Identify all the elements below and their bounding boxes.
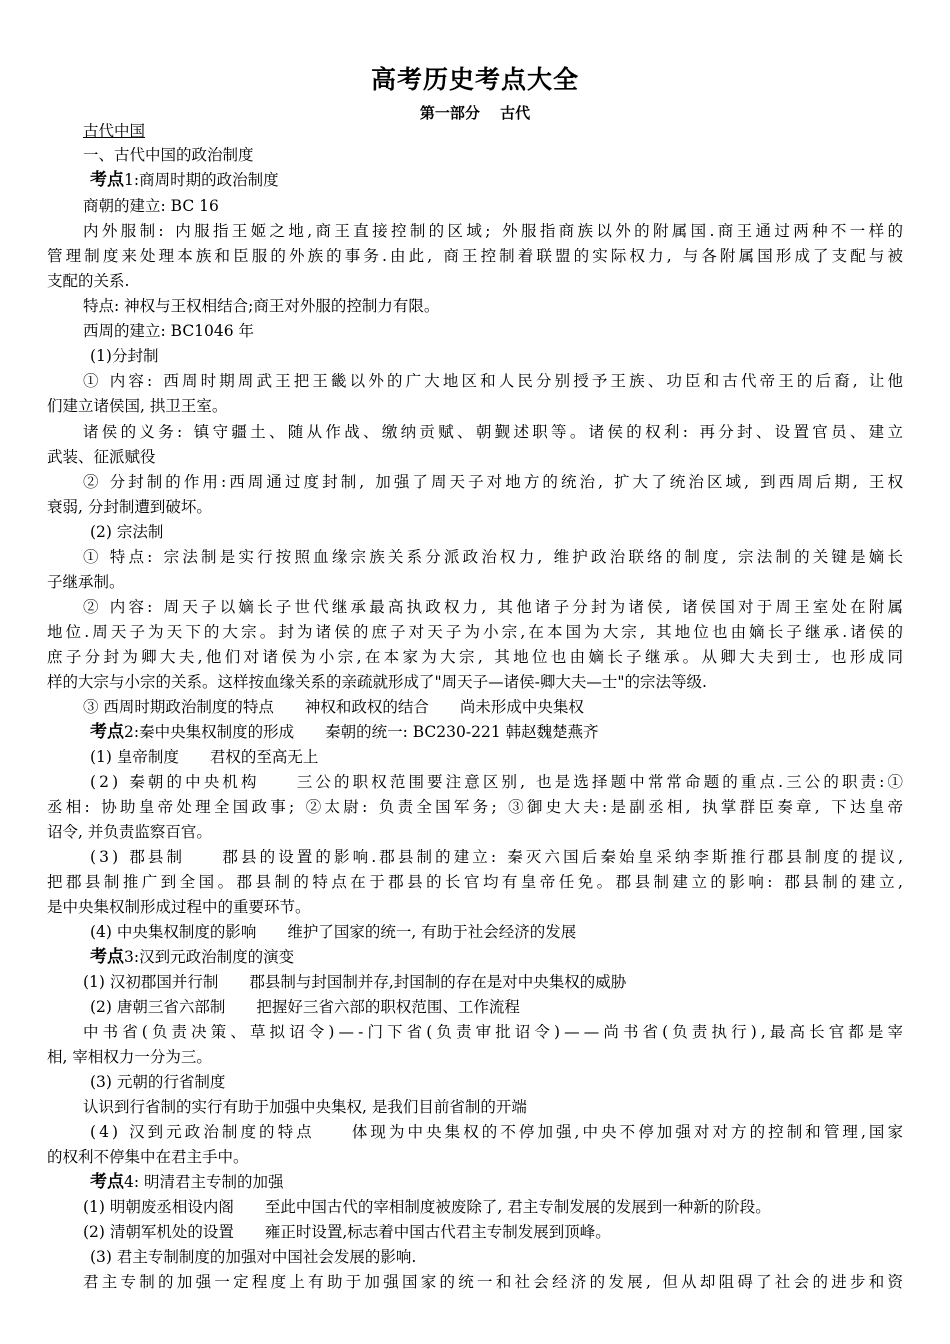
text-line: [90, 995, 520, 1019]
text-line: [83, 1195, 771, 1219]
text-line-content: 样的大宗与小宗的关系。这样按血缘关系的亲疏就形成了"周天子—诸侯-卿大夫—士"的宗法等级.: [47, 673, 707, 691]
text-line-content: ③ 西周时期政治制度的特点 神权和政权的结合 尚未形成中央集权: [83, 698, 584, 716]
page-subtitle: 第一部分 古代: [419, 104, 531, 122]
text-line: [47, 1045, 212, 1069]
text-line: [47, 870, 906, 894]
exam-point-label: 考点: [90, 170, 124, 190]
text-line-content: 丞相: 协助皇帝处理全国政事; ②太尉: 负责全国军务; ③御史大夫:是副丞相, 执掌群臣奏章, 下达皇帝: [47, 798, 907, 816]
text-line-content: 的权利不停集中在君主手中。: [47, 1148, 249, 1166]
text-line-content: 认识到行省制的实行有助于加强中央集权, 是我们目前省制的开端: [83, 1098, 527, 1116]
text-line-content: 2:秦中央集权制度的形成 秦朝的统一: BC230-221 韩赵魏楚燕齐: [124, 723, 599, 741]
text-line: [83, 1270, 906, 1294]
text-line-content: (2) 宗法制: [90, 523, 164, 541]
text-line-content: 地位.周天子为天下的大宗。封为诸侯的庶子对天子为小宗,在本国为大宗, 其地位也由嫡长子继承.诸侯的: [47, 623, 907, 641]
text-line: [90, 920, 576, 944]
text-line: [90, 344, 158, 368]
exam-point-label: 考点: [90, 947, 124, 967]
text-line-content: 把郡县制推广到全国。郡县制的特点在于郡县的长官均有皇帝任免。郡县制建立的影响: 郡县制的建立,: [47, 873, 907, 891]
text-line-content: 一、古代中国的政治制度: [83, 146, 254, 164]
text-line: [90, 1245, 416, 1269]
text-line: [83, 420, 906, 444]
text-line-content: (3) 元朝的行省制度: [90, 1073, 226, 1091]
text-line-content: (1) 明朝废丞相设内阁 至此中国古代的宰相制度被废除了, 君主专制发展的发展到一种新的阶段。: [83, 1198, 771, 1216]
text-line-content: 支配的关系.: [47, 272, 130, 290]
text-line-content: (1) 汉初郡国并行制 郡县制与封国制并存,封国制的存在是对中央集权的威胁: [83, 973, 627, 991]
text-line-content: (2) 唐朝三省六部制 把握好三省六部的职权范围、工作流程: [90, 998, 520, 1016]
text-line-content: 诸侯的义务: 镇守疆土、随从作战、缴纳贡赋、朝觐述职等。诸侯的权利: 再分封、设置官员、建立: [83, 423, 907, 441]
text-line: [90, 1170, 284, 1194]
text-line: [90, 720, 599, 744]
text-line: [47, 445, 156, 469]
text-line: [83, 294, 439, 318]
text-line: [47, 670, 707, 694]
text-line-content: ① 特点: 宗法制是实行按照血缘宗族关系分派政治权力, 维护政治联络的制度, 宗法制的关键是嫡长: [83, 548, 907, 566]
text-line-content: (1) 皇帝制度 君权的至高无上: [90, 748, 319, 766]
text-line: [83, 1095, 527, 1119]
text-line-content: (4) 中央集权制度的影响 维护了国家的统一, 有助于社会经济的发展: [90, 923, 577, 941]
text-line: [83, 143, 254, 167]
text-line: [90, 945, 294, 969]
text-line-content: 相, 宰相权力一分为三。: [47, 1048, 212, 1066]
text-line: [83, 1220, 611, 1244]
text-line: [47, 820, 212, 844]
text-line: [83, 595, 906, 619]
text-line-content: 管理制度来处理本族和臣服的外族的事务.由此, 商王控制着联盟的实际权力, 与各附属国形成了支配与被: [47, 247, 907, 265]
text-line-content: (2) 秦朝的中央机构 三公的职权范围要注意区别, 也是选择题中常常命题的重点.三公的职责:①: [90, 773, 907, 791]
text-line: [47, 645, 906, 669]
text-line-content: 诏令, 并负责监察百官。: [47, 823, 212, 841]
text-line: [83, 369, 906, 393]
text-line-content: 特点: 神权与王权相结合;商王对外服的控制力有限。: [83, 297, 440, 315]
text-line-content: (3) 郡县制 郡县的设置的影响.郡县制的建立: 秦灭六国后秦始皇采纳李斯推行郡县制度的提议,: [90, 848, 907, 866]
exam-point-label: 考点: [90, 722, 124, 742]
text-line: [83, 319, 254, 343]
text-line-content: 内外服制: 内服指王姬之地,商王直接控制的区域; 外服指商族以外的附属国.商王通过两种不一样的: [83, 222, 907, 240]
text-line-content: (4) 汉到元政治制度的特点 体现为中央集权的不停加强,中央不停加强对对方的控制和管理,国家: [90, 1123, 907, 1141]
text-line-content: (3) 君主专制制度的加强对中国社会发展的影响.: [90, 1248, 417, 1266]
text-line-content: 庶子分封为卿大夫,他们对诸侯为小宗,在本家为大宗, 其地位也由嫡长子继承。从卿大夫到士, 也形成同: [47, 648, 907, 666]
text-line: [83, 545, 906, 569]
text-line-content: ① 内容: 西周时期周武王把王畿以外的广大地区和人民分别授予王族、功臣和古代帝王的后裔, 让他: [83, 372, 907, 390]
text-line: [90, 770, 906, 794]
text-line: [83, 1020, 907, 1044]
text-line: [47, 795, 906, 819]
text-line-content: 4: 明清君主专制的加强: [124, 1173, 284, 1191]
text-line-content: 武装、征派赋役: [47, 448, 156, 466]
text-line-content: 衰弱, 分封制遭到破坏。: [47, 498, 212, 516]
text-line: [90, 745, 318, 769]
page-title: 高考历史考点大全: [370, 65, 579, 94]
exam-point-label: 考点: [90, 1172, 124, 1192]
text-line: [90, 845, 906, 869]
text-line: [47, 620, 906, 644]
text-line: [47, 394, 227, 418]
text-line-content: 3:汉到元政治制度的演变: [124, 948, 295, 966]
text-line-content: ② 内容: 周天子以嫡长子世代继承最高执政权力, 其他诸子分封为诸侯, 诸侯国对于周王室处在附属: [83, 598, 907, 616]
text-line: [83, 695, 584, 719]
text-line-content: (2) 清朝军机处的设置 雍正时设置,标志着中国古代君主专制发展到顶峰。: [83, 1223, 611, 1241]
text-line: [47, 495, 212, 519]
text-line: [90, 520, 163, 544]
text-line-content: 们建立诸侯国, 拱卫王室。: [47, 397, 228, 415]
text-line: [47, 269, 129, 293]
text-line: [47, 1145, 249, 1169]
text-line: [47, 570, 125, 594]
text-line-content: 古代中国: [83, 122, 146, 140]
text-line-content: 1:商周时期的政治制度: [124, 171, 279, 189]
text-line-content: (1)分封制: [90, 347, 159, 365]
text-line-content: 西周的建立: BC1046 年: [83, 322, 255, 340]
text-line: [90, 1070, 225, 1094]
text-line: [83, 470, 906, 494]
text-line-content: 子继承制。: [47, 573, 125, 591]
text-line: [83, 219, 906, 243]
text-line: [83, 119, 145, 143]
text-line: [47, 895, 311, 919]
text-line: [90, 168, 279, 192]
text-line: [83, 970, 626, 994]
text-line: [83, 194, 219, 218]
text-line-content: 中书省(负责决策、草拟诏令)—-门下省(负责审批诏令)——尚书省(负责执行),最高长官都是宰: [83, 1023, 908, 1041]
text-line-content: 君主专制的加强一定程度上有助于加强国家的统一和社会经济的发展, 但从却阻碍了社会的进步和资: [83, 1273, 907, 1291]
text-line: [47, 244, 906, 268]
text-line-content: 商朝的建立: BC 16: [83, 197, 219, 215]
text-line-content: ② 分封制的作用:西周通过度封制, 加强了周天子对地方的统治, 扩大了统治区域, 到西周后期, 王权: [83, 473, 907, 491]
text-line-content: 是中央集权制形成过程中的重要环节。: [47, 898, 311, 916]
text-line: [90, 1120, 906, 1144]
